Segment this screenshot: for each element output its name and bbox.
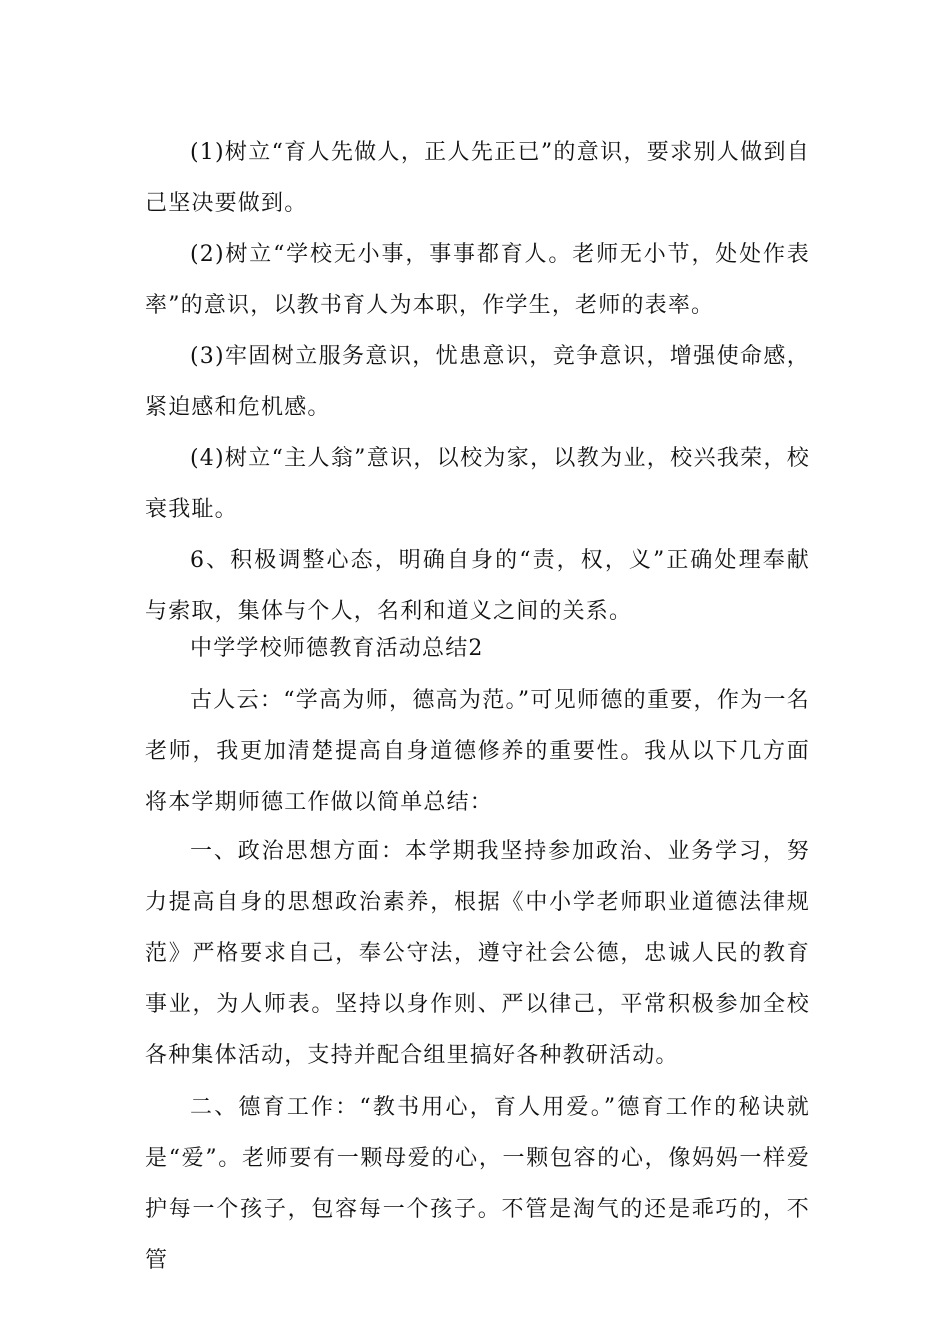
paragraph-item-1: (1)树立“育人先做人，正人先正已”的意识，要求别人做到自己坚决要做到。 xyxy=(145,140,810,216)
paragraph-item-2: (2)树立“学校无小事，事事都育人。老师无小节，处处作表率”的意识，以教书育人为本职，作学生，老师的表率。 xyxy=(145,242,810,318)
paragraph-item-4: (4)树立“主人翁”意识，以校为家，以教为业，校兴我荣，校衰我耻。 xyxy=(145,446,810,522)
paragraph-intro: 古人云：“学高为师，德高为范。”可见师德的重要，作为一名老师，我更加清楚提高自身道德修养的重要性。我从以下几方面将本学期师德工作做以简单总结： xyxy=(145,688,810,815)
section-title: 中学学校师德教育活动总结2 xyxy=(190,636,484,661)
paragraph-political: 一、政治思想方面：本学期我坚持参加政治、业务学习，努力提高自身的思想政治素养，根据《中小学老师职业道德法律规范》严格要求自己，奉公守法，遵守社会公德，忠诚人民的教育事业，为人师表。坚持以身作则、严以律己，平常积极参加全校各种集体活动，支持并配合组里搞好各种教研活动。 xyxy=(145,839,810,1068)
paragraph-moral-education: 二、德育工作：“教书用心，育人用爱。”德育工作的秘诀就是“爱”。老师要有一颗母爱的心，一颗包容的心，像妈妈一样爱护每一个孩子，包容每一个孩子。不管是淘气的还是乖巧的，不管 xyxy=(145,1095,810,1273)
paragraph-item-3: (3)牢固树立服务意识，忧患意识，竞争意识，增强使命感，紧迫感和危机感。 xyxy=(145,344,810,420)
paragraph-item-6: 6、积极调整心态，明确自身的“责，权，义”正确处理奉献与索取，集体与个人，名利和道义之间的关系。 xyxy=(145,548,810,624)
